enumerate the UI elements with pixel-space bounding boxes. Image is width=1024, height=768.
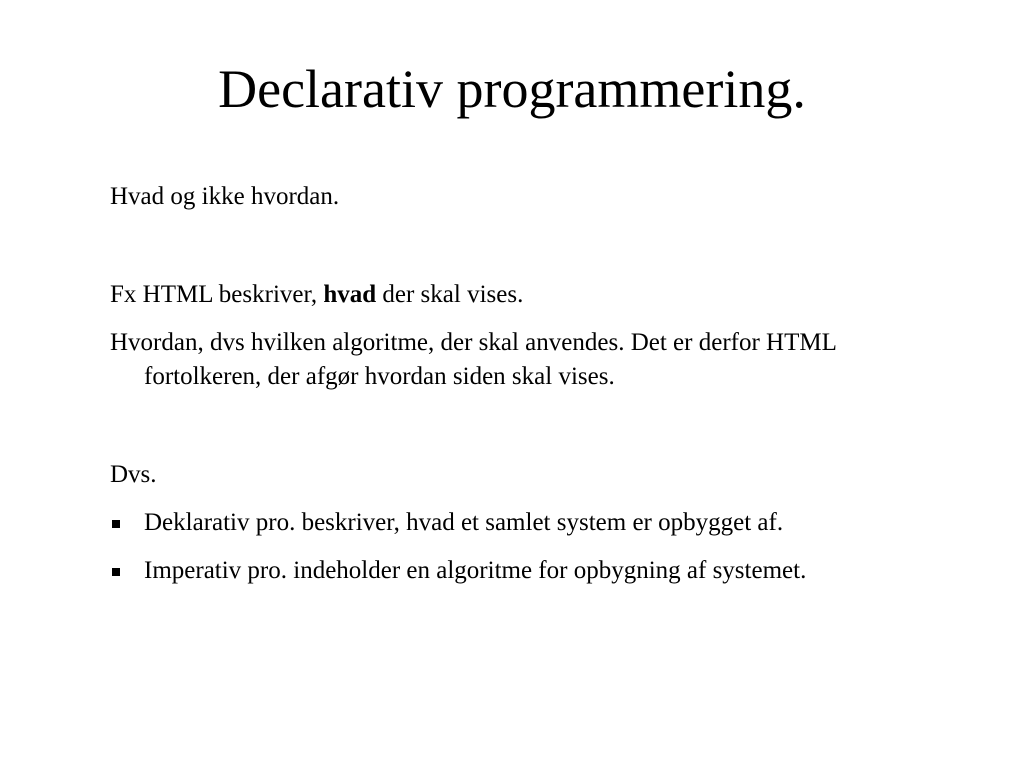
- summary-label: Dvs.: [110, 461, 157, 488]
- slide-body: [110, 180, 940, 588]
- bullet-text: Deklarativ pro. beskriver, hvad et samlet system er opbygget af.: [144, 509, 784, 536]
- spacer: [110, 394, 940, 458]
- bullet-text: Imperativ pro. indeholder en algoritme for opbygning af systemet.: [144, 557, 807, 584]
- example-prefix: Fx HTML beskriver,: [110, 281, 324, 308]
- square-bullet-icon: [112, 520, 120, 528]
- example-suffix: der skal vises.: [376, 281, 524, 308]
- explanation-text: Hvordan, dvs hvilken algoritme, der skal anvendes. Det er derfor HTML fortolkeren, der afgør hvordan siden skal vises.: [110, 329, 836, 390]
- bullet-item: [110, 554, 940, 588]
- spacer: [110, 214, 940, 278]
- intro-text: Hvad og ikke hvordan.: [110, 183, 340, 210]
- example-emphasis: hvad: [323, 281, 377, 308]
- slide-title: Declarativ programmering.: [218, 59, 806, 119]
- square-bullet-icon: [112, 568, 120, 576]
- spacer: [110, 312, 940, 326]
- bullet-item: [110, 506, 940, 540]
- spacer: [110, 540, 940, 554]
- spacer: [110, 492, 940, 506]
- example-text: [110, 278, 940, 312]
